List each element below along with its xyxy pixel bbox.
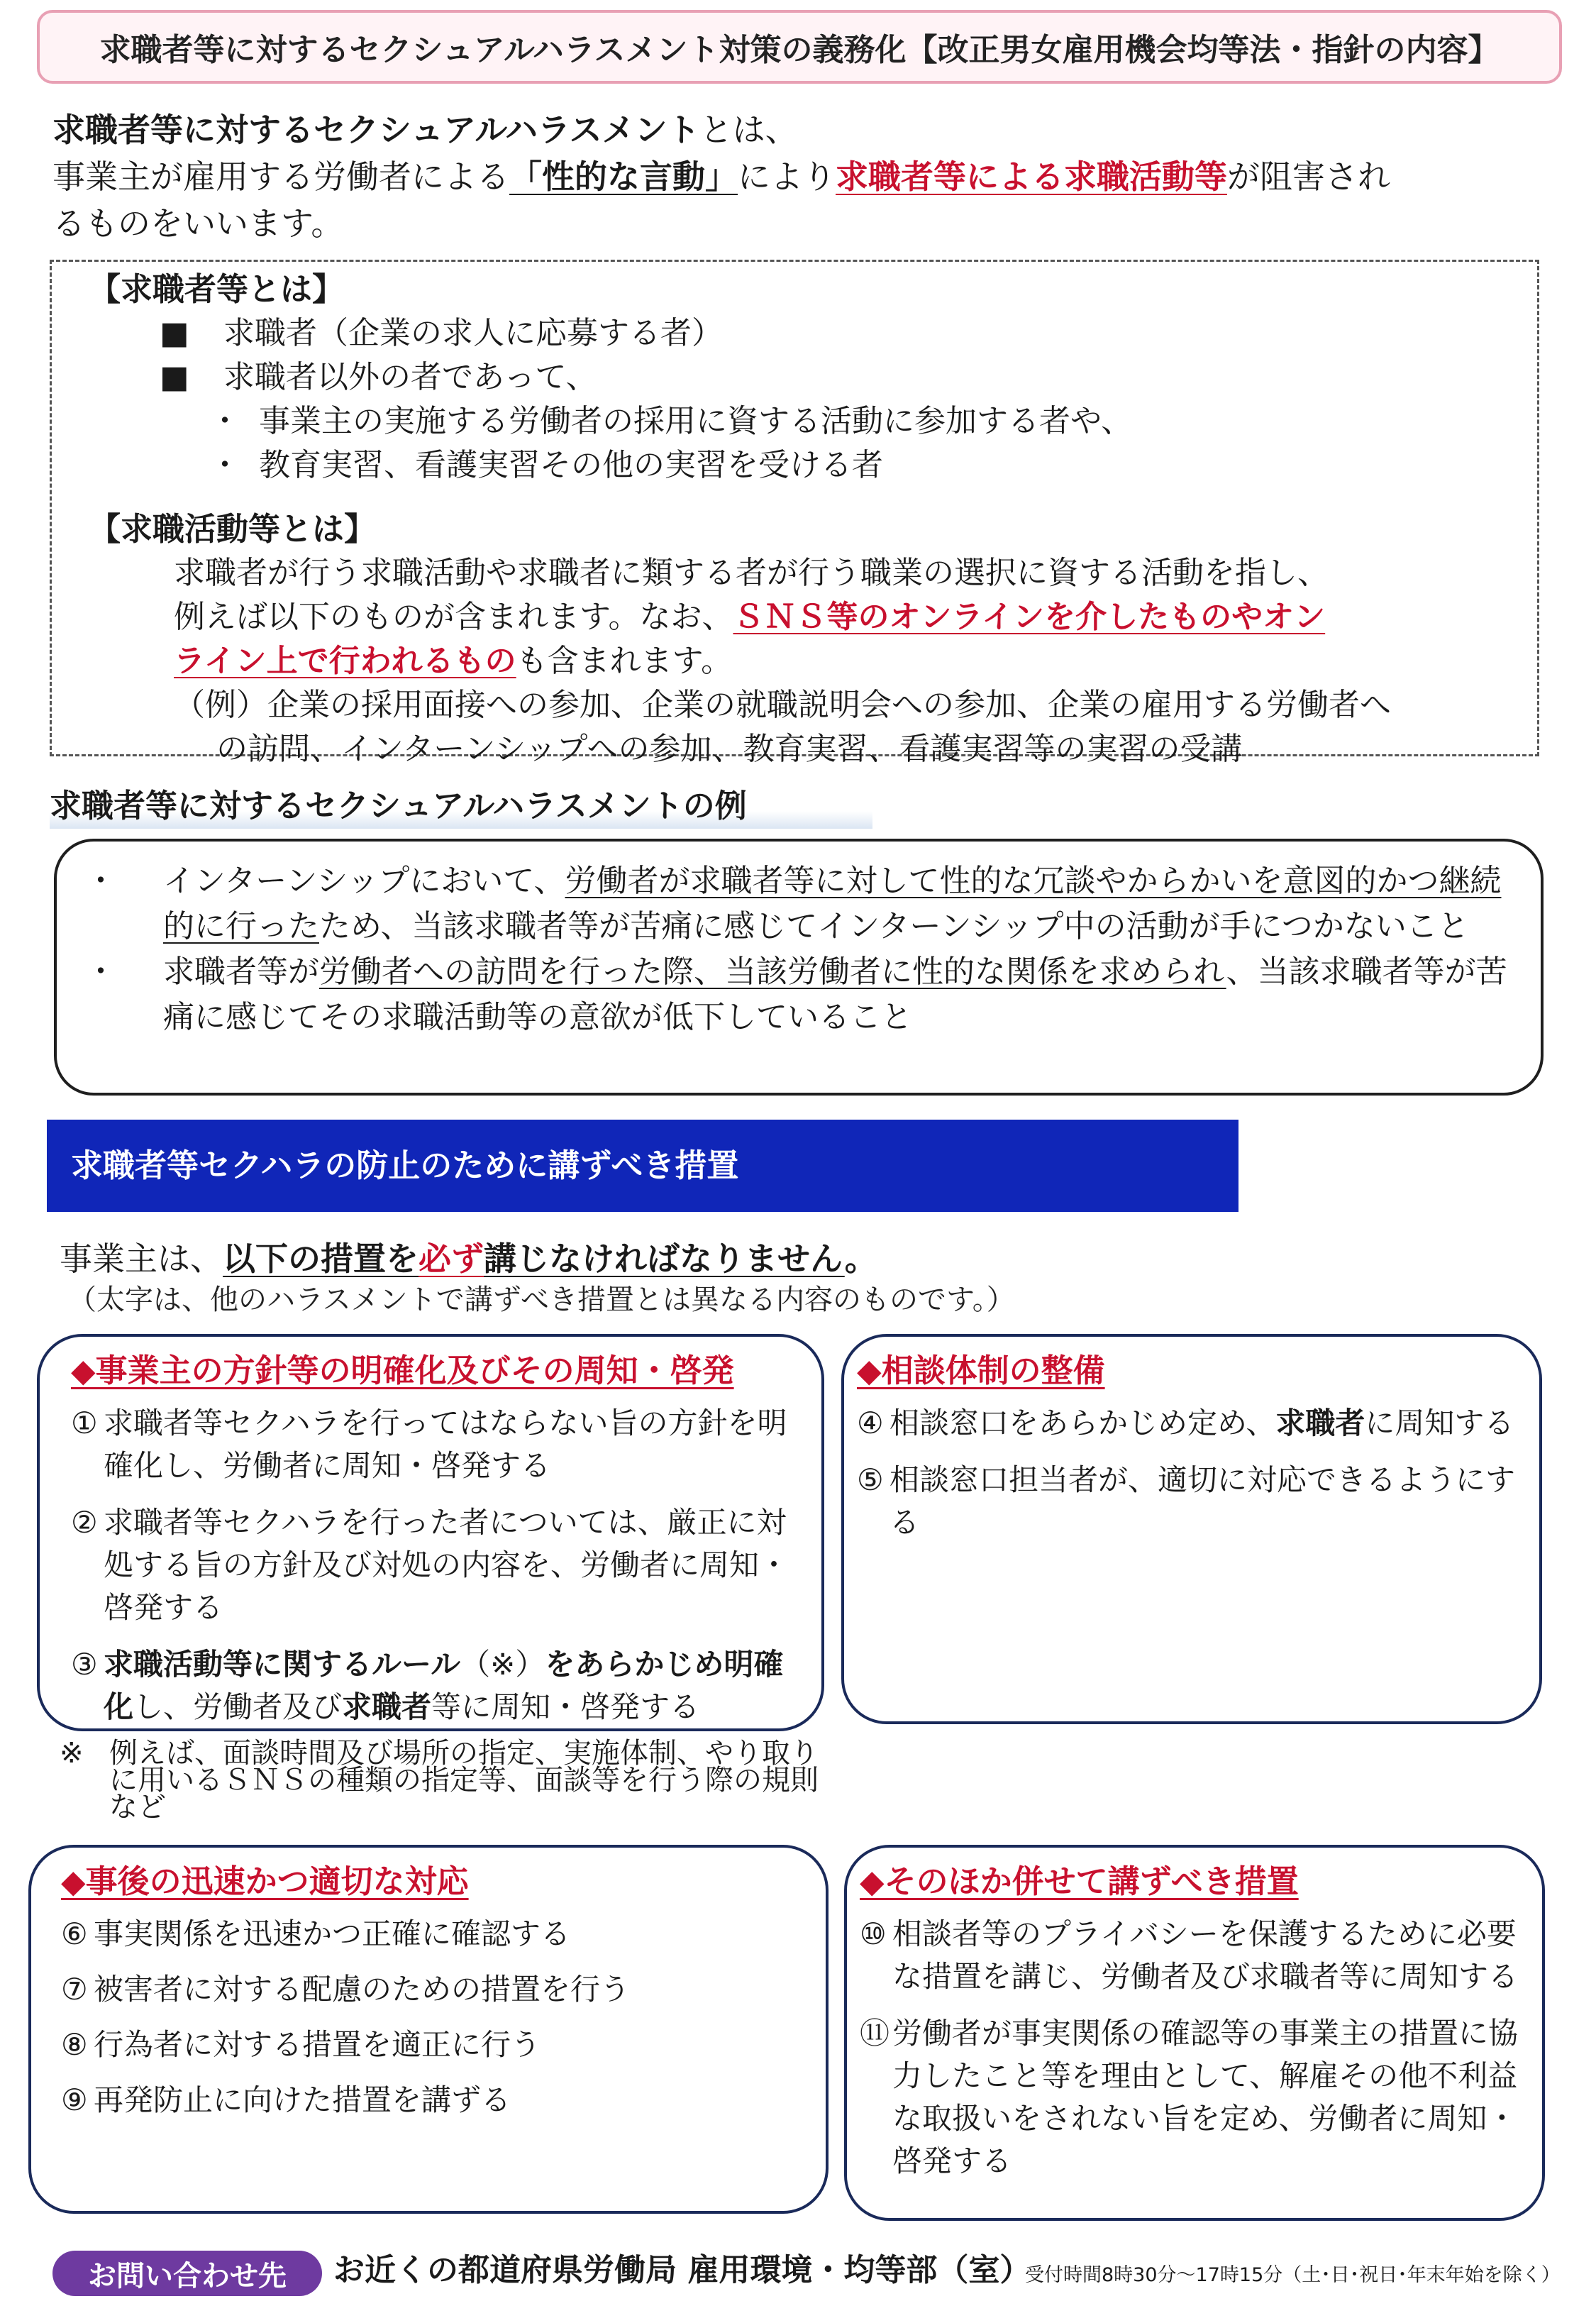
other-heading-text: ◆そのほか併せて講ずべき措置 — [860, 1863, 1299, 1900]
must-statement — [60, 1236, 1549, 1281]
contact-button[interactable]: お問い合わせ先 — [52, 2251, 322, 2296]
item-bold: をあらかじめ明確化 — [104, 1647, 784, 1724]
item-number: ② — [71, 1505, 98, 1540]
footnote-text: 例えば、面談時間及び場所の指定、実施体制、やり取りに用いるＳＮＳの種類の指定等、面談等を行う際の規則など — [109, 1737, 819, 1824]
item-text: 労働者が事実関係の確認等の事業主の措置に協力したこと等を理由として、解雇その他不利益な取扱いをされない旨を定め、労働者に周知・啓発する — [892, 2016, 1519, 2178]
item-text: 相談者等のプライバシーを保護するために必要な措置を講じ、労働者及び求職者等に周知する — [892, 1916, 1519, 1994]
dot-bullet-icon: ・ — [209, 447, 240, 483]
must-bold: 講じなければなりません — [484, 1240, 845, 1278]
list-item — [71, 1402, 807, 1487]
example-text — [163, 949, 1519, 1040]
list-item — [61, 1968, 811, 2011]
list-item — [61, 2024, 811, 2066]
examples-heading: 求職者等に対するセクシュアルハラスメントの例 — [50, 785, 872, 829]
example-underlined: 労働者への訪問を行った際、当該労働者に性的な関係を求められ — [319, 954, 1226, 990]
list-item — [209, 443, 1509, 487]
other-heading — [860, 1860, 1535, 1903]
response-heading — [61, 1860, 811, 1903]
must-red: 必ず — [419, 1240, 484, 1278]
item-number: ⑦ — [61, 1972, 88, 2007]
item-number: ④ — [857, 1406, 884, 1440]
contact-office: お近くの都道府県労働局 雇用環境・均等部（室） — [333, 2252, 1031, 2288]
item-number: ③ — [71, 1647, 98, 1682]
measures-band: 求職者等セクハラの防止のために講ずべき措置 — [47, 1120, 1238, 1212]
intro-text: るものをいいます。 — [52, 204, 344, 243]
example-line: の訪問、インターンシップへの参加、教育実習、看護実習等の実習の受講 — [216, 731, 1243, 767]
consultation-heading — [857, 1350, 1532, 1392]
item-number: ⑤ — [857, 1462, 884, 1497]
item-text: 再発防止に向けた措置を講ずる — [94, 2082, 511, 2117]
contact-hours: 受付時間8時30分～17時15分（土･日･祝日･年末年始を除く） — [1025, 2264, 1561, 2286]
activities-line: 例えば以下のものが含まれます。なお、 — [174, 599, 733, 635]
activities-heading: 【求職活動等とは】 — [89, 510, 377, 548]
other-measures-box — [844, 1845, 1545, 2221]
item-number: ⑧ — [61, 2027, 88, 2062]
response-box — [28, 1845, 829, 2214]
policy-box — [37, 1334, 824, 1731]
item-text: 求職者等セクハラを行った者については、厳正に対処する旨の方針及び対処の内容を、労働者に周知・啓発する — [104, 1505, 789, 1625]
list-item — [85, 859, 1519, 949]
item-number: ⑥ — [61, 1916, 88, 1951]
example-underlined: 労働者が求職者等に対して性的な冗談やからかいを意図的かつ継続的に行った — [163, 863, 1502, 944]
intro-text: とは、 — [699, 111, 798, 149]
list-item — [61, 1913, 811, 1955]
intro-text: により — [738, 158, 836, 196]
policy-heading-text: ◆事業主の方針等の明確化及びその周知・啓発 — [71, 1352, 734, 1389]
item-text: 事実関係を迅速かつ正確に確認する — [94, 1916, 571, 1951]
item-text: 被害者に対する配慮のための措置を行う — [94, 1972, 631, 2007]
consultation-heading-text: ◆相談体制の整備 — [857, 1352, 1105, 1389]
list-item — [860, 1913, 1535, 1998]
policy-heading — [71, 1350, 807, 1392]
list-item — [857, 1459, 1532, 1544]
examples-box — [54, 839, 1544, 1096]
item-text: 求職者等セクハラを行ってはならない旨の方針を明確化し、労働者に周知・啓発する — [104, 1406, 787, 1483]
list-item — [160, 355, 1509, 399]
list-item-text: 教育実習、看護実習その他の実習を受ける者 — [259, 447, 883, 483]
item-bold: 求職活動等に関するルール — [104, 1647, 461, 1682]
item-text — [104, 1643, 807, 1728]
item-number: ⑪ — [860, 2016, 890, 2051]
activities-line: も含まれます。 — [516, 643, 733, 679]
intro-sexual-conduct: 「性的な言動」 — [509, 158, 738, 196]
list-item — [85, 949, 1519, 1040]
item-number: ⑩ — [860, 1916, 887, 1951]
dot-bullet-icon: ・ — [209, 403, 240, 439]
example-fragment: ため、当該求職者等が苦痛に感じてインターンシップ中の活動が手につかないこと — [319, 908, 1469, 944]
square-bullet-icon: ■ — [160, 315, 189, 351]
item-text: 相談窓口担当者が、適切に対応できるようにする — [890, 1462, 1516, 1540]
footnote — [60, 1737, 840, 1824]
activities-line: 求職者が行う求職活動や求職者に類する者が行う職業の選択に資する活動を指し、 — [174, 555, 1329, 591]
item-fragment: に周知・啓発する — [461, 1689, 700, 1724]
example-fragment: インターンシップにおいて、 — [163, 863, 565, 899]
item-fragment: し、労働者及び — [133, 1689, 343, 1724]
page-title: 求職者等に対するセクシュアルハラスメント対策の義務化【改正男女雇用機会均等法・指針の内容】 — [37, 10, 1562, 84]
online-note: ライン上で行われるもの — [174, 643, 516, 679]
example-line: （例）企業の採用面接への参加、企業の就職説明会への参加、企業の雇用する労働者へ — [174, 687, 1391, 723]
dot-bullet-icon: ・ — [85, 954, 116, 990]
consultation-box — [841, 1334, 1542, 1724]
example-fragment: 求職者等が — [163, 954, 319, 990]
example-fragment: 、当該求職者等が苦痛に感じてその求職活動等の意欲が低下していること — [163, 954, 1507, 1035]
item-fragment: （※） — [460, 1647, 545, 1682]
item-fragment: に周知する — [1365, 1406, 1514, 1440]
must-bold: 以下の措置を — [223, 1240, 419, 1278]
definitions-box — [50, 260, 1539, 767]
item-number: ① — [71, 1406, 98, 1440]
activities-text — [174, 551, 1509, 683]
list-item-text: 求職者以外の者であって、 — [223, 359, 597, 395]
list-item-text: 事業主の実施する労働者の採用に資する活動に参加する者や、 — [259, 403, 1133, 439]
list-item — [857, 1402, 1532, 1445]
must-text: 事業主は、 — [60, 1240, 223, 1278]
list-item — [71, 1643, 807, 1728]
item-number: ⑨ — [61, 2082, 88, 2117]
intro-term: 求職者等に対するセクシュアルハラスメント — [52, 111, 700, 149]
dot-bullet-icon: ・ — [85, 863, 116, 899]
intro-job-hunting: 求職者等による求職活動等 — [836, 158, 1227, 196]
must-text: 。 — [844, 1240, 877, 1278]
list-item — [860, 2012, 1535, 2183]
intro-text: が阻害され — [1227, 158, 1390, 196]
item-text — [890, 1402, 1532, 1445]
item-fragment: 等 — [431, 1689, 462, 1724]
intro-paragraph — [52, 106, 1549, 247]
list-item — [61, 2079, 811, 2122]
list-item-text: 求職者（企業の求人に応募する者） — [223, 315, 723, 351]
intro-text: 事業主が雇用する労働者による — [52, 158, 509, 196]
seekers-heading: 【求職者等とは】 — [89, 270, 345, 308]
list-item — [160, 311, 1509, 355]
item-text: 行為者に対する措置を適正に行う — [94, 2027, 541, 2062]
square-bullet-icon: ■ — [160, 359, 189, 395]
bold-note: （太字は、他のハラスメントで講ずべき措置とは異なる内容のものです。） — [68, 1284, 1015, 1316]
item-fragment: 相談窓口をあらかじめ定め、 — [890, 1406, 1276, 1440]
online-note: ＳＮＳ等のオンラインを介したものやオン — [733, 599, 1326, 635]
example-text — [163, 859, 1519, 949]
item-bold: 求職者 — [342, 1689, 432, 1724]
item-bold: 求職者 — [1275, 1406, 1365, 1440]
response-heading-text: ◆事後の迅速かつ適切な対応 — [61, 1863, 469, 1900]
list-item — [71, 1501, 807, 1629]
list-item — [209, 399, 1509, 443]
footnote-mark: ※ — [60, 1737, 84, 1770]
